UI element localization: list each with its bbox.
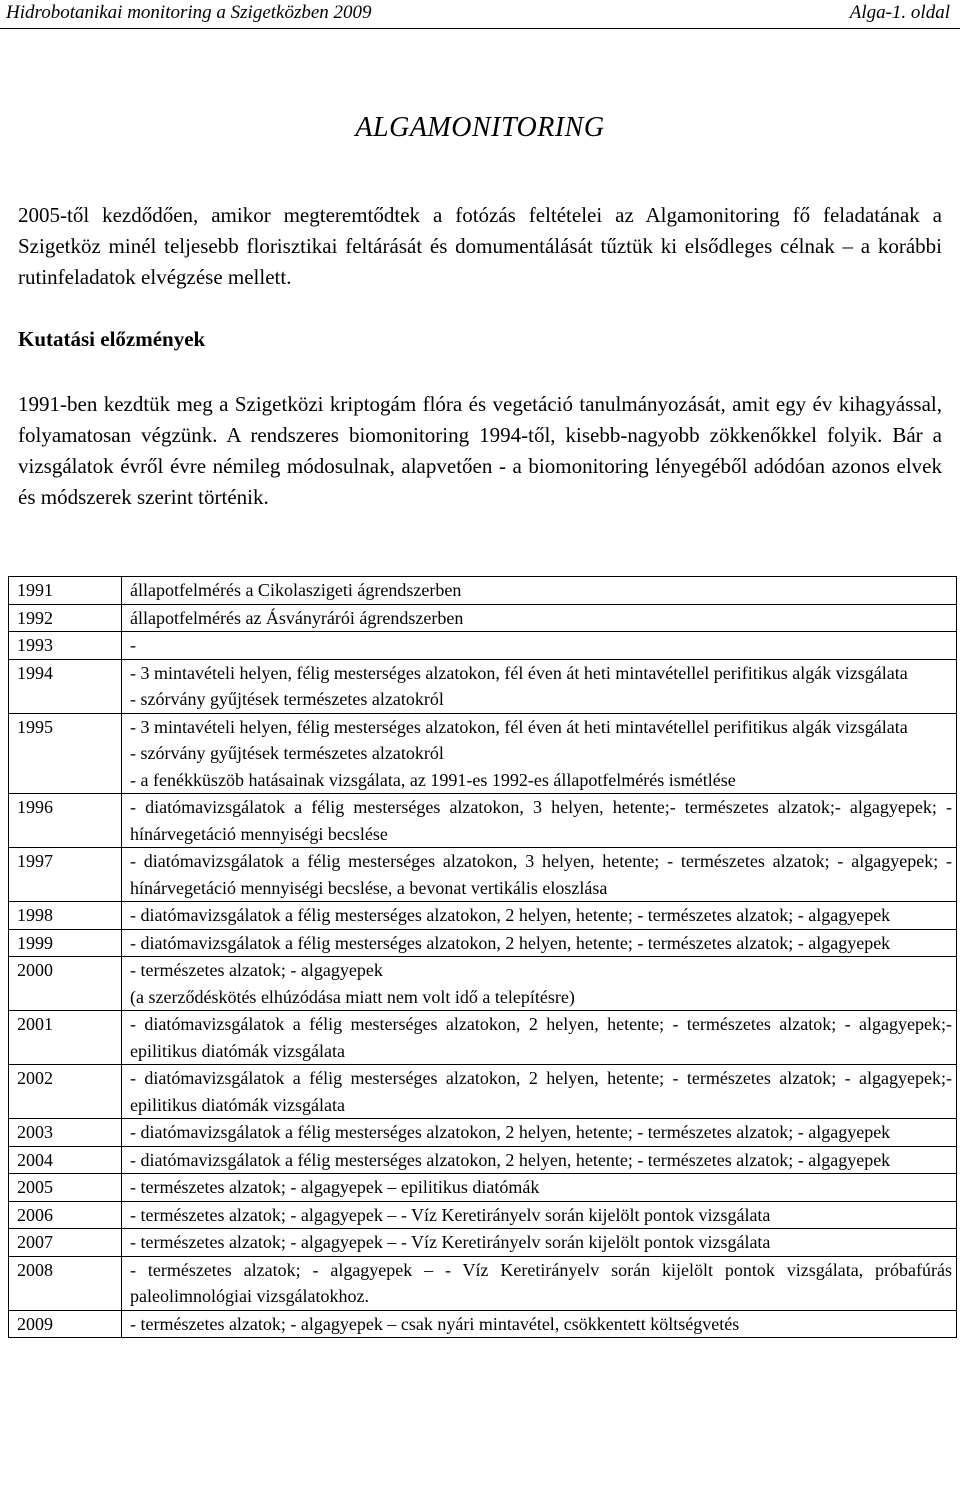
table-row	[9, 577, 957, 605]
activity-line: - természetes alzatok; - algagyepek	[130, 960, 383, 980]
activity-line: - természetes alzatok; - algagyepek – - Víz Keretirányelv során kijelölt pontok vizsgálata, próbafúrás paleolimnológiai vizsgálatokhoz.	[130, 1259, 952, 1306]
table-row	[9, 632, 957, 660]
activity-cell	[122, 1011, 957, 1065]
monitoring-timeline-table	[8, 576, 957, 1338]
timeline-body	[9, 577, 957, 1338]
table-row	[9, 957, 957, 1011]
table-row	[9, 902, 957, 930]
activity-cell	[122, 604, 957, 632]
activity-line: - természetes alzatok; - algagyepek – epilitikus diatómák	[130, 1177, 540, 1197]
year-cell: 2004	[9, 1146, 122, 1174]
table-row	[9, 1174, 957, 1202]
year-cell: 1994	[9, 659, 122, 713]
table-row	[9, 1310, 957, 1338]
activity-cell	[122, 1065, 957, 1119]
activity-line: - 3 mintavételi helyen, félig mesterséges alzatokon, fél éven át heti mintavétellel perifitikus algák vizsgálata	[130, 716, 908, 737]
activity-cell	[122, 659, 957, 713]
activity-line: - diatómavizsgálatok a félig mesterséges alzatokon, 2 helyen, hetente; - természetes alzatok; - algagyepek;- epilitikus diatómák vizsgálata	[130, 1014, 952, 1061]
activity-line: (a szerződéskötés elhúzódása miatt nem volt idő a telepítésre)	[130, 986, 575, 1007]
intro-paragraph: 2005-től kezdődően, amikor megteremtődtek a fotózás feltételei az Algamonitoring fő feladatának a Szigetköz minél teljesebb florisztikai feltárását és domumentálását tűztük ki elsődleges célnak – a korábbi rutinfeladatok elvégzése mellett.	[18, 203, 942, 289]
year-cell: 2001	[9, 1011, 122, 1065]
table-row	[9, 1065, 957, 1119]
activity-line: - diatómavizsgálatok a félig mesterséges alzatokon, 2 helyen, hetente; - természetes alzatok; - algagyepek;- epilitikus diatómák vizsgálata	[130, 1068, 952, 1115]
year-cell: 1999	[9, 929, 122, 957]
year-cell: 2005	[9, 1174, 122, 1202]
year-cell: 1992	[9, 604, 122, 632]
activity-cell	[122, 1229, 957, 1257]
page-title: ALGAMONITORING	[355, 112, 605, 143]
year-cell: 1998	[9, 902, 122, 930]
year-cell: 1997	[9, 848, 122, 902]
activity-line: - szórvány gyűjtések természetes alzatokról	[130, 743, 444, 763]
table-row	[9, 1201, 957, 1229]
table-row	[9, 1119, 957, 1147]
activity-cell	[122, 957, 957, 1011]
activity-cell	[122, 713, 957, 794]
section-heading: Kutatási előzmények	[18, 327, 206, 351]
activity-line: - 3 mintavételi helyen, félig mesterséges alzatokon, fél éven át heti mintavétellel perifitikus algák vizsgálata	[130, 662, 908, 683]
activity-cell	[122, 902, 957, 930]
table-row	[9, 713, 957, 794]
activity-cell	[122, 1201, 957, 1229]
activity-cell	[122, 1119, 957, 1147]
year-cell: 1991	[9, 577, 122, 605]
year-cell: 2000	[9, 957, 122, 1011]
year-cell: 2007	[9, 1229, 122, 1257]
activity-line: - természetes alzatok; - algagyepek – csak nyári mintavétel, csökkentett költségvetés	[130, 1313, 740, 1334]
header-divider	[0, 28, 960, 29]
activity-line: - diatómavizsgálatok a félig mesterséges alzatokon, 2 helyen, hetente; - természetes alzatok; - algagyepek	[130, 905, 891, 925]
activity-line: - természetes alzatok; - algagyepek – - Víz Keretirányelv során kijelölt pontok vizsgálata	[130, 1204, 771, 1225]
activity-line: állapotfelmérés a Cikolaszigeti ágrendszerben	[130, 580, 462, 600]
year-cell: 2002	[9, 1065, 122, 1119]
activity-cell	[122, 1256, 957, 1310]
history-paragraph: 1991-ben kezdtük meg a Szigetközi kriptogám flóra és vegetáció tanulmányozását, amit egy év kihagyással, folyamatosan végzünk. A rendszeres biomonitoring 1994-től, kisebb-nagyobb zökkenőkkel folyik. Bár a vizsgálatok évről évre némileg módosulnak, alapvetően - a biomonitoring lényegéből adódóan azonos elvek és módszerek szerint történik.	[18, 392, 942, 509]
activity-line: - a fenékküszöb hatásainak vizsgálata, az 1991-es 1992-es állapotfelmérés ismétlése	[130, 769, 736, 790]
activity-line: -	[130, 635, 136, 655]
table-row	[9, 1011, 957, 1065]
page-header	[0, 0, 960, 30]
activity-line: állapotfelmérés az Ásványrárói ágrendszerben	[130, 607, 464, 628]
table-row	[9, 794, 957, 848]
activity-line: - diatómavizsgálatok a félig mesterséges alzatokon, 2 helyen, hetente; - természetes alzatok; - algagyepek	[130, 932, 891, 953]
table-row	[9, 848, 957, 902]
table-row	[9, 1229, 957, 1257]
activity-cell	[122, 1310, 957, 1338]
year-cell: 2003	[9, 1119, 122, 1147]
activity-cell	[122, 848, 957, 902]
year-cell: 1993	[9, 632, 122, 660]
activity-cell	[122, 632, 957, 660]
activity-cell	[122, 794, 957, 848]
activity-cell	[122, 1146, 957, 1174]
table-row	[9, 604, 957, 632]
header-document-title: Hidrobotanikai monitoring a Szigetközben 2009	[6, 2, 372, 23]
header-page-number: Alga-1. oldal	[849, 2, 950, 23]
activity-line: - diatómavizsgálatok a félig mesterséges alzatokon, 3 helyen, hetente; - természetes alzatok; - algagyepek; - hínárvegetáció mennyiségi becslése, a bevonat vertikális eloszlása	[130, 851, 952, 898]
activity-line: - természetes alzatok; - algagyepek – - Víz Keretirányelv során kijelölt pontok vizsgálata	[130, 1232, 771, 1252]
activity-cell	[122, 1174, 957, 1202]
table-row	[9, 1256, 957, 1310]
activity-line: - diatómavizsgálatok a félig mesterséges alzatokon, 2 helyen, hetente; - természetes alzatok; - algagyepek	[130, 1122, 891, 1142]
year-cell: 2008	[9, 1256, 122, 1310]
activity-line: - diatómavizsgálatok a félig mesterséges alzatokon, 3 helyen, hetente;- természetes alzatok;- algagyepek; - hínárvegetáció mennyiségi becslése	[130, 797, 952, 844]
year-cell: 2009	[9, 1310, 122, 1338]
year-cell: 1995	[9, 713, 122, 794]
activity-cell	[122, 929, 957, 957]
table-row	[9, 659, 957, 713]
activity-cell	[122, 577, 957, 605]
year-cell: 1996	[9, 794, 122, 848]
activity-line: - szórvány gyűjtések természetes alzatokról	[130, 689, 444, 709]
table-row	[9, 929, 957, 957]
table-row	[9, 1146, 957, 1174]
activity-line: - diatómavizsgálatok a félig mesterséges alzatokon, 2 helyen, hetente; - természetes alzatok; - algagyepek	[130, 1149, 891, 1170]
year-cell: 2006	[9, 1201, 122, 1229]
